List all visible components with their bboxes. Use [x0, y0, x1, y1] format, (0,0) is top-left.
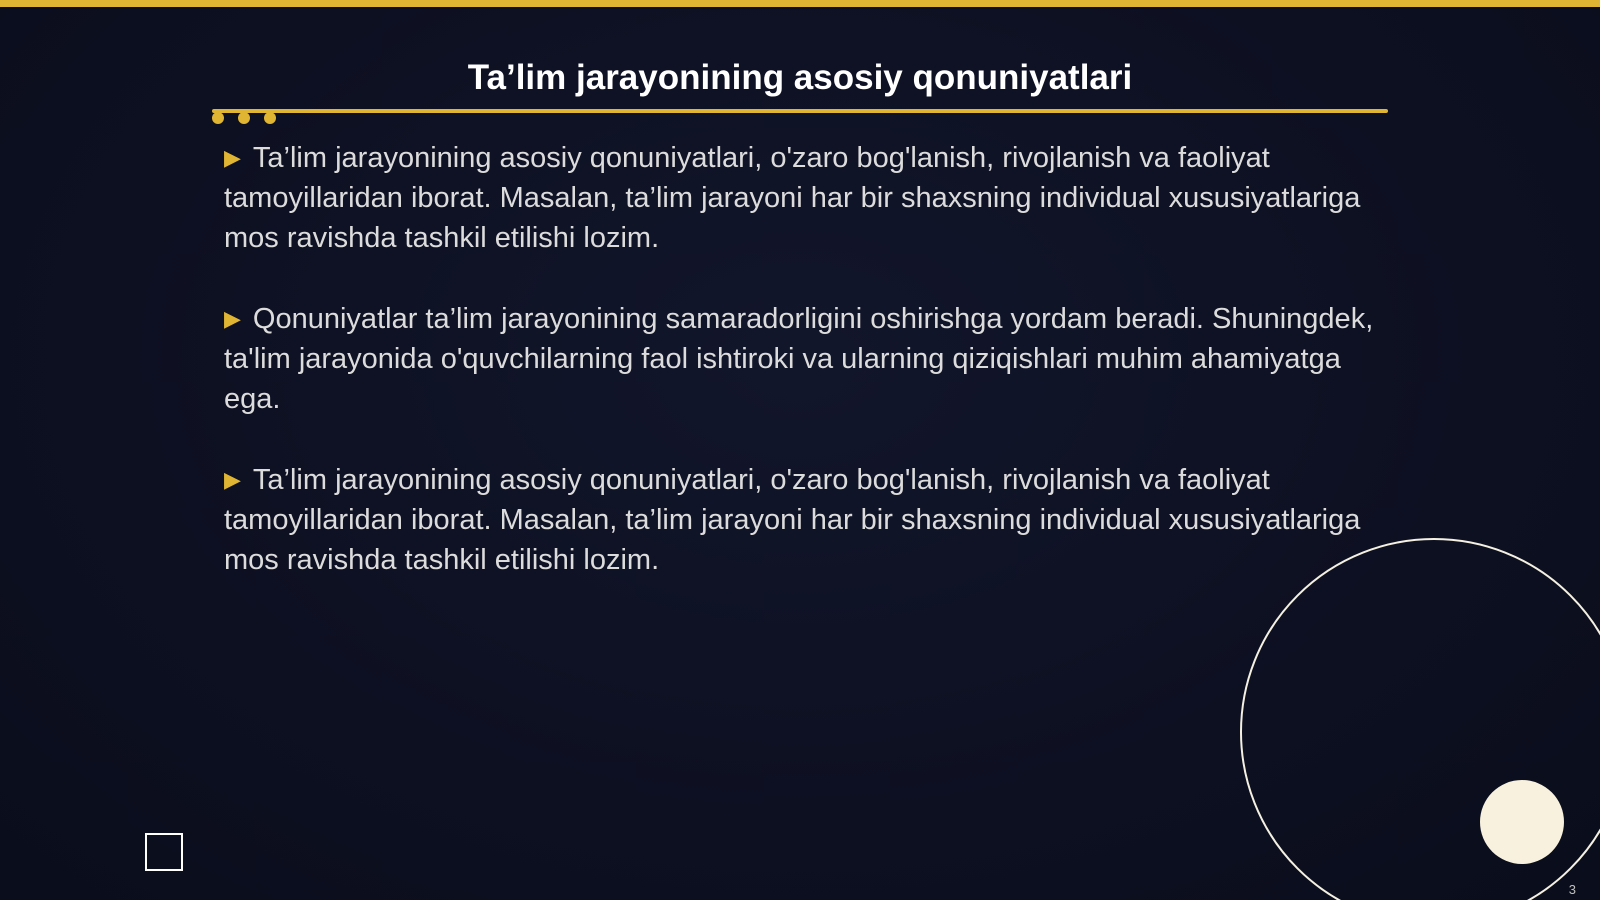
bullet-list — [224, 138, 1374, 621]
decorative-dot — [238, 112, 250, 124]
bullet-text: Qonuniyatlar ta’lim jarayonining samaradorligini oshirishga yordam beradi. Shuningdek, ta'lim jarayonida o'quvchilarning faol ishtiroki va ularning qiziqishlari muhim ahamiyatga ega. — [224, 303, 1374, 415]
triangle-bullet-icon: ▶ — [224, 467, 241, 492]
bullet-item — [224, 138, 1374, 258]
triangle-bullet-icon: ▶ — [224, 145, 241, 170]
decorative-square-outline — [145, 833, 183, 871]
decorative-dot — [212, 112, 224, 124]
decorative-circle-filled — [1480, 780, 1564, 864]
top-accent-bar — [0, 0, 1600, 7]
triangle-bullet-icon: ▶ — [224, 306, 241, 331]
page-number: 3 — [1568, 882, 1576, 897]
bullet-text: Ta’lim jarayonining asosiy qonuniyatlari, o'zaro bog'lanish, rivojlanish va faoliyat tamoyillaridan iborat. Masalan, ta’lim jarayoni har bir shaxsning individual xususiyatlariga mos ravishda tashkil etilishi lozim. — [224, 142, 1361, 254]
bullet-item — [224, 460, 1374, 580]
title-underline — [212, 109, 1388, 113]
slide-title: Ta’lim jarayonining asosiy qonuniyatlari — [467, 58, 1133, 97]
decorative-dot — [264, 112, 276, 124]
bullet-text: Ta’lim jarayonining asosiy qonuniyatlari, o'zaro bog'lanish, rivojlanish va faoliyat tamoyillaridan iborat. Masalan, ta’lim jarayoni har bir shaxsning individual xususiyatlariga mos ravishda tashkil etilishi lozim. — [224, 464, 1361, 576]
bullet-item — [224, 299, 1374, 419]
